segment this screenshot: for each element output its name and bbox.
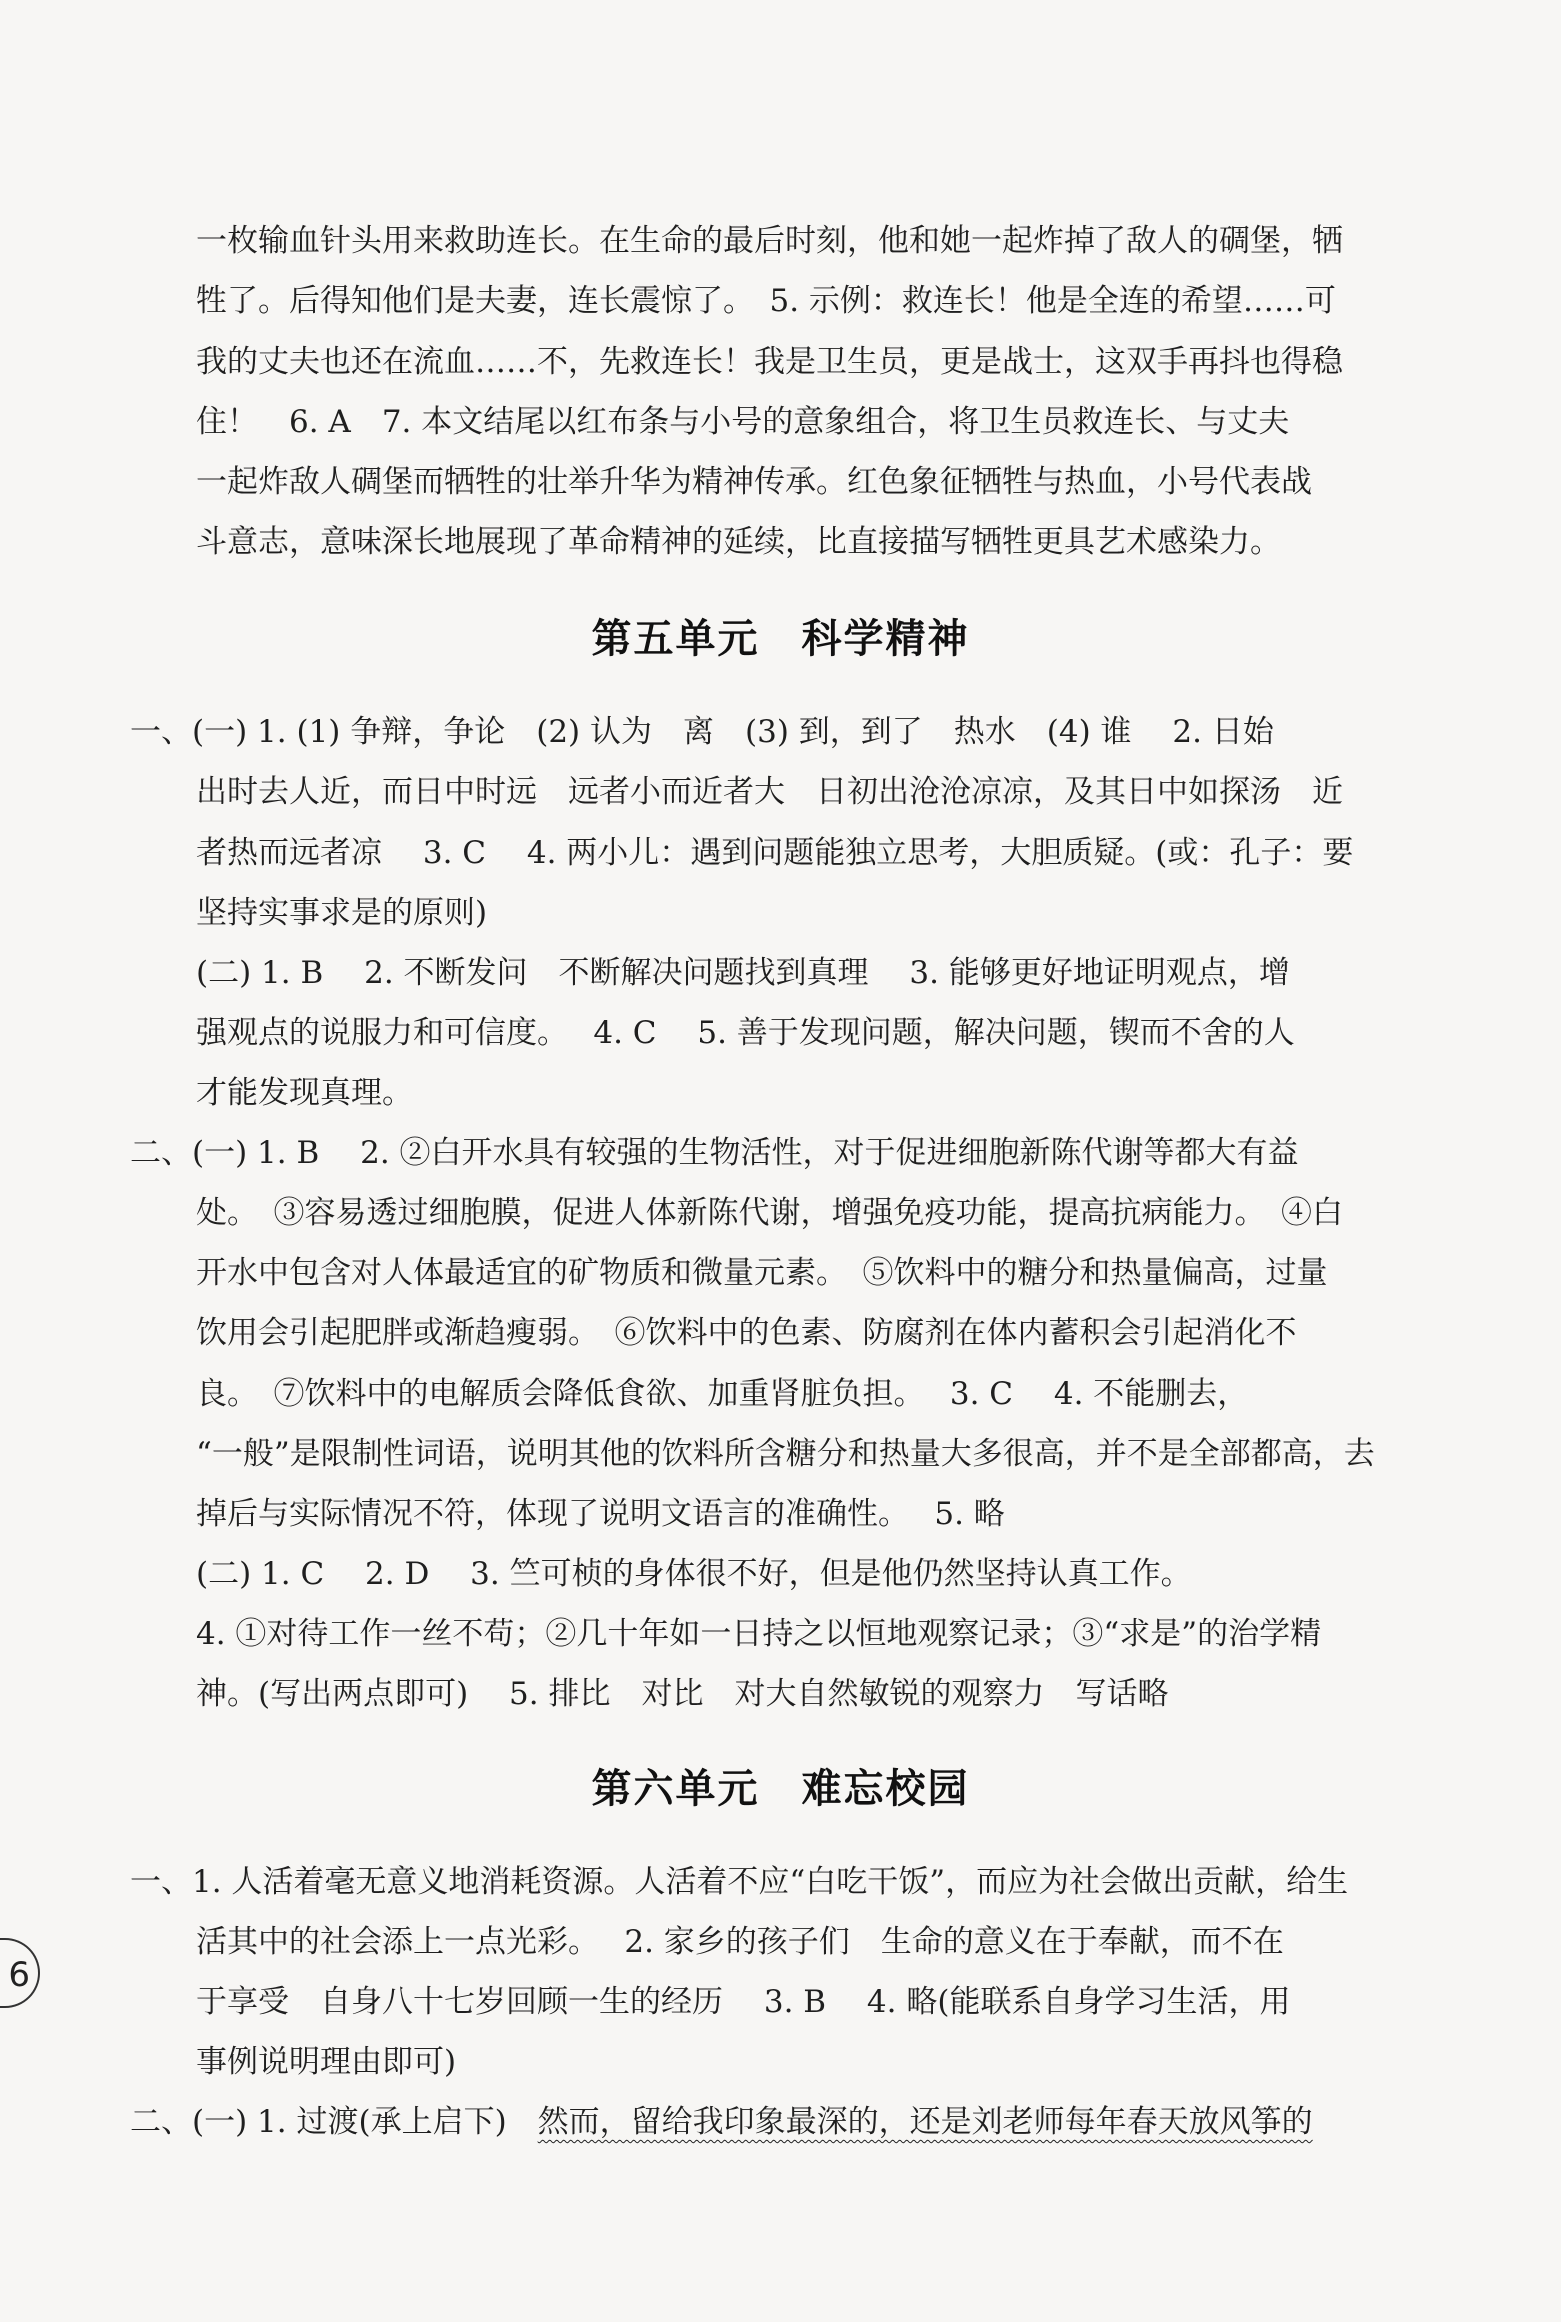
text-line: 开水中包含对人体最适宜的矿物质和微量元素。 ⑤饮料中的糖分和热量偏高，过量: [196, 1255, 1328, 1291]
text-line: 牲了。后得知他们是夫妻，连长震惊了。 5. 示例：救连长！他是全连的希望……可: [196, 283, 1336, 319]
text-line: 一、(一) 1. (1) 争辩，争论 (2) 认为 离 (3) 到，到了 热水 (4) 谁 2. 日始: [130, 714, 1274, 750]
text-line: 4. ①对待工作一丝不苟；②几十年如一日持之以恒地观察记录；③“求是”的治学精: [196, 1616, 1322, 1652]
text-line: (二) 1. B 2. 不断发问 不断解决问题找到真理 3. 能够更好地证明观点，增: [196, 955, 1290, 991]
text-line: 二、(一) 1. B 2. ②白开水具有较强的生物活性，对于促进细胞新陈代谢等都大有益: [130, 1135, 1299, 1171]
text-line: 神。(写出两点即可) 5. 排比 对比 对大自然敏锐的观察力 写话略: [196, 1676, 1169, 1712]
underlined-quote: 然而，留给我印象最深的，还是刘老师每年春天放风筝的: [537, 2104, 1313, 2140]
text-line: 住！ 6. A 7. 本文结尾以红布条与小号的意象组合，将卫生员救连长、与丈夫: [196, 404, 1290, 440]
text-line: 掉后与实际情况不符，体现了说明文语言的准确性。 5. 略: [196, 1496, 1005, 1532]
text-line: 强观点的说服力和可信度。 4. C 5. 善于发现问题，解决问题，锲而不舍的人: [196, 1015, 1295, 1051]
unit-heading: 第五单元 科学精神: [591, 616, 970, 662]
text-line: 出时去人近，而日中时远 远者小而近者大 日初出沧沧凉凉，及其日中如探汤 近: [196, 774, 1343, 810]
text-line: 才能发现真理。: [196, 1075, 413, 1111]
page-number: 6: [0, 1938, 40, 2008]
text-line: 一起炸敌人碉堡而牺牲的壮举升华为精神传承。红色象征牺牲与热血，小号代表战: [196, 464, 1312, 500]
text-line: “一般”是限制性词语，说明其他的饮料所含糖分和热量大多很高，并不是全部都高，去: [196, 1436, 1375, 1472]
text-line: [130, 2102, 1313, 2142]
text-line: 事例说明理由即可): [196, 2044, 457, 2080]
text-line: 者热而远者凉 3. C 4. 两小儿：遇到问题能独立思考，大胆质疑。(或：孔子：要: [196, 835, 1354, 871]
text-line: 活其中的社会添上一点光彩。 2. 家乡的孩子们 生命的意义在于奉献，而不在: [196, 1924, 1284, 1960]
text-line: 处。 ③容易透过细胞膜，促进人体新陈代谢，增强免疫功能，提高抗病能力。 ④白: [196, 1195, 1343, 1231]
text-line: 于享受 自身八十七岁回顾一生的经历 3. B 4. 略(能联系自身学习生活，用: [196, 1984, 1291, 2020]
answer-prefix: 二、(一) 1. 过渡(承上启下): [130, 2104, 538, 2140]
text-line: 饮用会引起肥胖或渐趋瘦弱。 ⑥饮料中的色素、防腐剂在体内蓄积会引起消化不: [196, 1315, 1297, 1351]
text-line: 坚持实事求是的原则): [196, 895, 488, 931]
text-line: 我的丈夫也还在流血……不，先救连长！我是卫生员，更是战士，这双手再抖也得稳: [196, 344, 1343, 380]
text-line: 良。 ⑦饮料中的电解质会降低食欲、加重肾脏负担。 3. C 4. 不能删去，: [196, 1376, 1249, 1412]
text-line: 斗意志，意味深长地展现了革命精神的延续，比直接描写牺牲更具艺术感染力。: [196, 524, 1281, 560]
text-line: 一枚输血针头用来救助连长。在生命的最后时刻，他和她一起炸掉了敌人的碉堡，牺: [196, 223, 1343, 259]
unit-heading: 第六单元 难忘校园: [591, 1766, 970, 1812]
text-line: (二) 1. C 2. D 3. 竺可桢的身体很不好，但是他仍然坚持认真工作。: [196, 1556, 1192, 1592]
text-line: 一、1. 人活着毫无意义地消耗资源。人活着不应“白吃干饭”，而应为社会做出贡献，给生: [130, 1864, 1349, 1900]
